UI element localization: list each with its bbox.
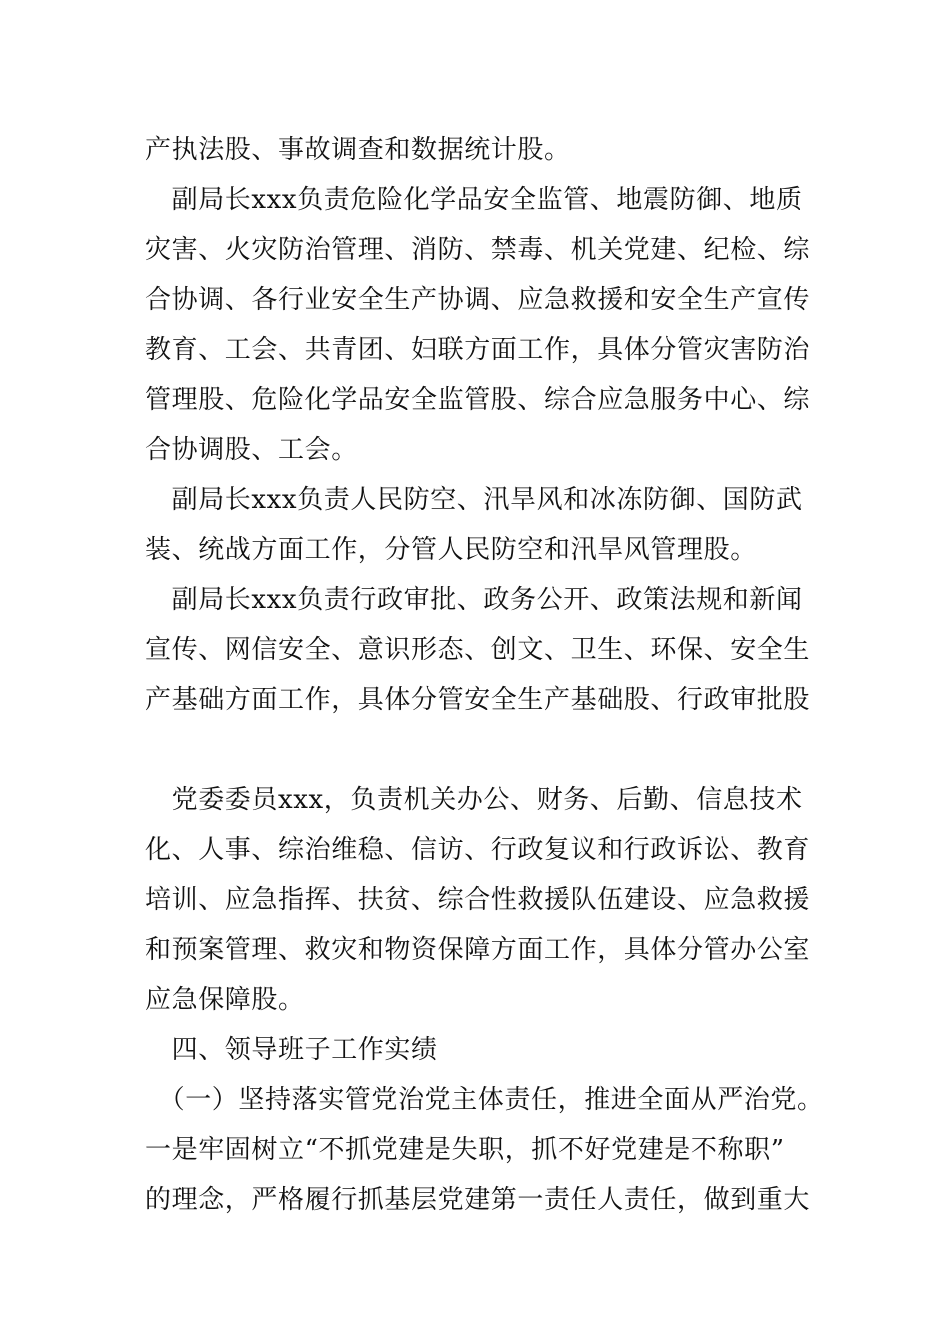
text-line: 装、统战方面工作，分管人民防空和汛旱风管理股。 [145,535,757,565]
text-line: 副局长xxx负责危险化学品安全监管、地震防御、地质 [145,185,803,215]
text-line: 一是牢固树立“不抓党建是失职，抓不好党建是不称职” [145,1135,785,1165]
text-line: 教育、工会、共青团、妇联方面工作，具体分管灾害防治 [145,335,811,365]
text-line: 应急保障股。 [145,985,305,1015]
subsection-heading: （一）坚持落实管党治党主体责任，推进全面从严治党。 [145,1085,824,1115]
text-line: 产基础方面工作，具体分管安全生产基础股、行政审批股 [145,685,811,715]
text-line: 灾害、火灾防治管理、消防、禁毒、机关党建、纪检、综 [145,235,811,265]
text-line: 的理念，严格履行抓基层党建第一责任人责任，做到重大 [145,1185,811,1215]
text-line: 党委委员xxx，负责机关办公、财务、后勤、信息技术 [145,785,803,815]
text-line: 宣传、网信安全、意识形态、创文、卫生、环保、安全生 [145,635,811,665]
text-line: 和预案管理、救灾和物资保障方面工作，具体分管办公室 [145,935,811,965]
text-line: 管理股、危险化学品安全监管股、综合应急服务中心、综 [145,385,811,415]
text-line: 合协调股、工会。 [145,435,358,465]
text-line: 副局长xxx负责行政审批、政务公开、政策法规和新闻 [145,585,803,615]
text-line: 化、人事、综治维稳、信访、行政复议和行政诉讼、教育 [145,835,811,865]
text-line: 产执法股、事故调查和数据统计股。 [145,135,571,165]
text-line: 副局长xxx负责人民防空、汛旱风和冰冻防御、国防武 [145,485,803,515]
text-line: 培训、应急指挥、扶贫、综合性救援队伍建设、应急救援 [145,885,811,915]
text-line: 合协调、各行业安全生产协调、应急救援和安全生产宣传 [145,285,811,315]
section-heading: 四、领导班子工作实绩 [145,1035,438,1065]
